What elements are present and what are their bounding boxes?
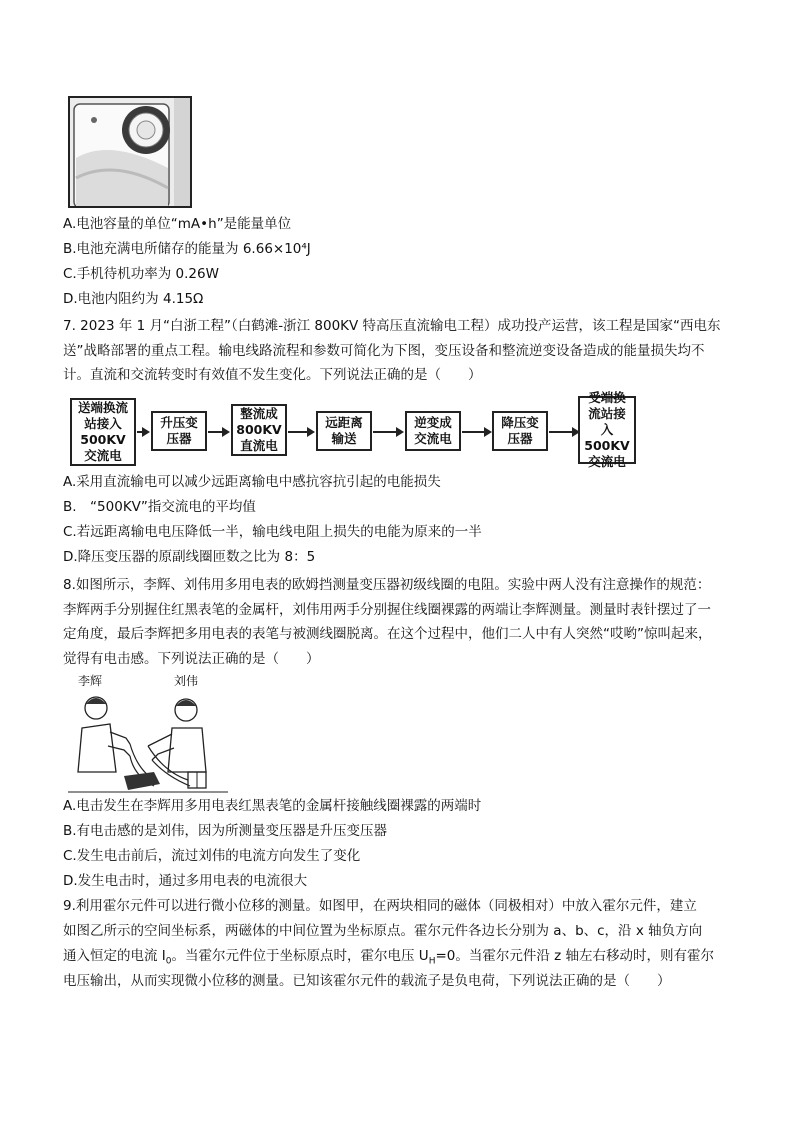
flow-step-6: 降压变压器 [492,411,548,451]
q9-stem-line-4: 电压输出，从而实现微小位移的测量。已知该霍尔元件的载流子是负电荷，下列说法正确的是（ ） [63,973,671,989]
q8-stem: 8.如图所示，李辉、刘伟用多用电表的欧姆挡测量变压器初级线圈的电阻。实验中两人没有注意操作的规范：李辉两手分别握住红黑表笔的金属杆，刘伟用两手分别握住线圈裸露的两端让李辉测量。测量时表针摆过了一定角度，最后李辉把多用电表的表笔与被测线圈脱离。在这个过程中，他们二人中有人突然“哎哟”惊叫起来，觉得有电击感。下列说法正确的是（ ） [63,577,712,667]
flow-step-4: 远距离输送 [316,411,372,451]
q9-stem-line-3: 通入恒定的电流 $I_0$。当霍尔元件位于坐标原点时，霍尔电压 $U_H=0$。当霍尔元件沿 z 轴左右移动时，则有霍尔 [63,948,715,967]
q8-option-c: C.发生电击前后，流过刘伟的电流方向发生了变化 [63,848,361,864]
phone-battery-figure [68,96,192,208]
q7-option-b: B. “500KV”指交流电的平均值 [63,499,256,515]
q6-option-c: C.手机待机功率为 0.26W [63,266,219,282]
q6-option-a: A.电池容量的单位“mA•h”是能量单位 [63,216,292,232]
q8-option-a: A.电击发生在李辉用多用电表红黑表笔的金属杆接触线圈裸露的两端时 [63,798,482,814]
flow-arrow [288,431,308,433]
label-li-hui: 李辉 [78,674,103,688]
flow-step-2: 升压变压器 [151,411,207,451]
flow-step-3: 整流成800KV直流电 [231,404,287,456]
q7-stem: 7. 2023 年 1 月“白浙工程”（白鹤滩-浙江 800KV 特高压直流输电工程）成功投产运营，该工程是国家“西电东送”战略部署的重点工程。输电线路流程和参数可简化为下图，变压设备和整流逆变设备造成的能量损失均不计。直流和交流转变时有效值不发生变化。下列说法正确的是（ ） [63,318,721,384]
q7-option-c: C.若远距离输电电压降低一半，输电线电阻上损失的电能为原来的一半 [63,524,482,540]
flow-arrow [549,431,573,433]
flow-arrow [208,431,223,433]
flow-arrow [137,431,143,433]
q7-option-a: A.采用直流输电可以减少远距离输电中感抗容抗引起的电能损失 [63,474,441,490]
q8-option-b: B.有电击感的是刘伟，因为所测量变压器是升压变压器 [63,823,388,839]
flow-arrow [373,431,397,433]
flow-step-5: 逆变成交流电 [405,411,461,451]
two-people-drawing [68,672,228,794]
flow-arrow [462,431,485,433]
q9-stem-line-1: 9.利用霍尔元件可以进行微小位移的测量。如图甲，在两块相同的磁体（同极相对）中放入霍尔元件，建立 [63,898,697,914]
q6-option-b: B.电池充满电所储存的能量为 6.66×10⁴J [63,241,311,257]
q8-illustration [68,672,228,794]
flow-step-7: 受端换流站接入500KV交流电 [578,396,636,464]
q8-option-d: D.发生电击时，通过多用电表的电流很大 [63,873,308,889]
label-liu-wei: 刘伟 [174,674,199,688]
phone-illustration [70,98,190,206]
q6-option-d: D.电池内阻约为 4.15Ω [63,291,204,307]
q9-stem-line-2: 如图乙所示的空间坐标系，两磁体的中间位置为坐标原点。霍尔元件各边长分别为 a、b、c，沿 x 轴负方向 [63,923,703,939]
q7-option-d: D.降压变压器的原副线圈匝数之比为 8：5 [63,549,316,565]
flow-step-1: 送端换流站接入500KV交流电 [70,398,136,466]
